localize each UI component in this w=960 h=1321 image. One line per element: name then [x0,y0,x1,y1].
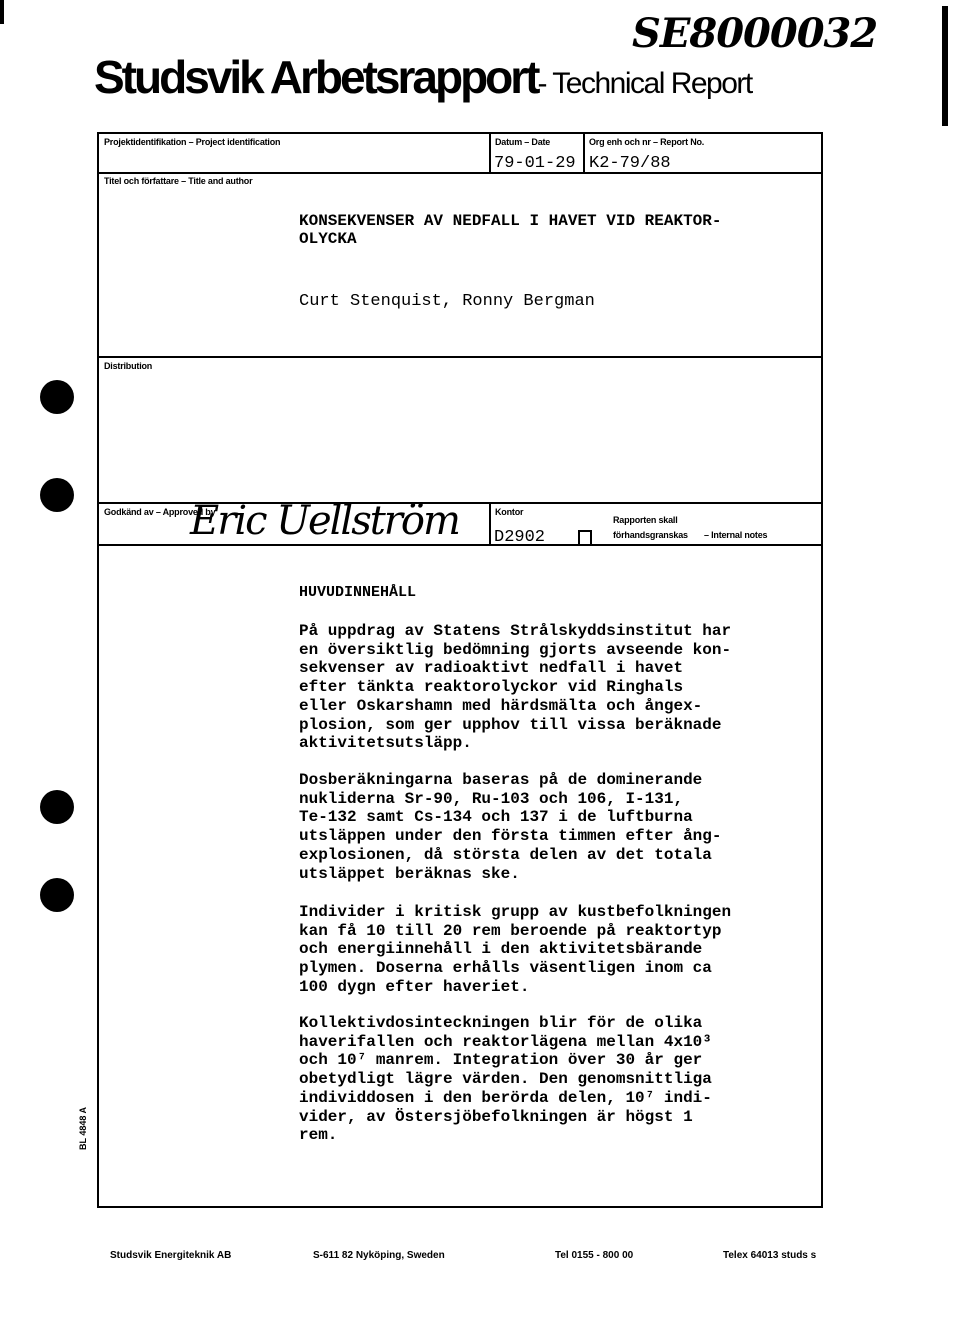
punch-hole [40,878,74,912]
punch-hole [40,380,74,414]
internal-notes-label-3: – Internal notes [704,530,768,540]
title-author-label: Titel och författare – Title and author [104,176,253,186]
brand-subtitle: - Technical Report [537,67,752,100]
punch-hole [40,478,74,512]
footer-phone: Tel 0155 - 800 00 [555,1250,634,1261]
summary-paragraph-4: Kollektivdosinteckningen blir för de olika haverifallen och reaktorlägena mellan 4x10³ och 10⁷ manrem. Integration över 30 år ger obetydligt lägre värden. Den genomsnittliga individdosen i den berörda delen, 10⁷ indi- vider, av Östersjöbefolkningen är högst 1 rem. [299,1014,712,1145]
brand-title: Studsvik Arbetsrapport [94,51,538,103]
date-value: 79-01-29 [494,154,576,173]
footer-telex: Telex 64013 studs s [723,1250,817,1261]
form-code: BL 4848 A [78,1106,88,1150]
summary-paragraph-2: Dosberäkningarna baseras på de dominerande nukliderna Sr-90, Ru-103 och 106, I-131, Te-132 samt Cs-134 och 137 i de luftburna utsläppen under den första timmen efter ång- explosionen, då största delen av det totala utsläppet beräknas ske. [299,771,722,883]
summary-paragraph-1: På uppdrag av Statens Strålskyddsinstitut har en översiktlig bedömning gjorts avseende kon- sekvenser av radioaktivt nedfall i havet efter tänkta reaktorolyckor vid Ringhals eller Oskarshamn med härdsmälta och ångex- plosion, som ger upphov till vissa beräknade aktivitetsutsläpp. [299,622,732,753]
scan-edge-mark [0,0,4,24]
punch-hole [40,790,74,824]
report-title-line-2: OLYCKA [299,230,357,248]
handwritten-report-id: SE8000032 [632,10,878,57]
summary-paragraph-3: Individer i kritisk grupp av kustbefolkningen kan få 10 till 20 rem beroende på reaktortyp och energiinnehåll i den aktivitetsbärande plymen. Doserna erhålls väsentligen inom ca 100 dygn efter haveriet. [299,903,732,996]
report-no-label: Org enh och nr – Report No. [589,137,705,147]
internal-notes-label-1: Rapporten skall [613,515,678,525]
report-title-line-1: KONSEKVENSER AV NEDFALL I HAVET VID REAKTOR- [299,212,722,230]
office-value: D2902 [494,528,546,547]
form-column-divider [583,132,585,174]
form-divider [97,356,823,358]
approved-by-label: Godkänd av – Approved by [104,507,216,517]
footer-company: Studsvik Energiteknik AB [110,1250,232,1261]
form-divider [97,172,823,174]
form-column-divider [489,132,491,174]
report-no-value: K2-79/88 [589,154,671,173]
form-divider [97,544,823,546]
report-header [94,50,752,104]
main-content-heading: HUVUDINNEHÅLL [299,584,417,601]
project-id-label: Projektidentifikation – Project identification [104,137,281,147]
date-label: Datum – Date [495,137,551,147]
internal-notes-checkbox[interactable] [578,530,592,546]
footer-address: S-611 82 Nyköping, Sweden [313,1250,445,1261]
approver-signature: Eric Uellström [190,498,459,544]
scan-edge-mark [942,6,948,126]
form-column-divider [489,502,491,546]
distribution-label: Distribution [104,361,153,371]
internal-notes-label-2: förhandsgranskas [613,530,688,540]
office-label: Kontor [495,507,524,517]
report-authors: Curt Stenquist, Ronny Bergman [299,292,595,311]
